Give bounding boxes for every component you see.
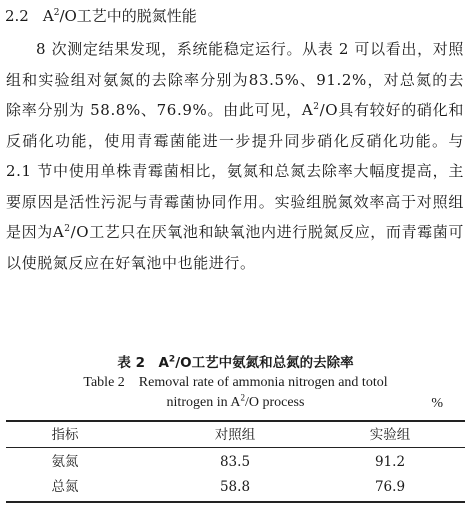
table-caption-cn-suffix: /O工艺中氨氮和总氮的去除率	[175, 355, 354, 371]
section-heading	[5, 6, 197, 26]
paragraph-part-2: /O具有较好的硝化和反硝化功能，使用青霉菌能进一步提升同步硝化反硝化功能。与 2.1 节中使用单株青霉菌相比，氨氮和总氮去除率大幅度提高，主要原因是活性污泥与青霉菌协同作用。实验组脱氮效率高于对照组是因为A	[6, 101, 464, 241]
table-cell-row1-control: 83.5	[219, 454, 251, 470]
paragraph-part-1: 8 次测定结果发现，系统能稳定运行。从表 2 可以看出，对照组和实验组对氨氮的去除率分别为83.5%、91.2%，对总氮的去除率分别为 58.8%、76.9%。由此可见，A	[6, 40, 464, 119]
section-title-suffix: /O工艺中的脱氮性能	[59, 7, 197, 25]
table-bottom-rule	[6, 501, 465, 503]
table-caption-en-prefix: nitrogen in A	[166, 395, 241, 410]
body-paragraph	[6, 34, 464, 278]
table-caption-en-superscript: 2	[240, 392, 245, 403]
table-cell-row1-indicator: 氨氮	[51, 454, 79, 470]
paragraph-part-3: /O工艺只在厌氧池和缺氧池内进行脱氮反应，而青霉菌可以使脱氮反应在好氧池中也能进行。	[6, 223, 464, 272]
table-caption-cn-superscript: 2	[168, 354, 176, 365]
paragraph-superscript-1: 2	[313, 102, 320, 112]
table-header-control: 对照组	[214, 427, 256, 443]
table-header-indicator: 指标	[51, 427, 79, 443]
table-caption-english-line-2	[0, 394, 471, 412]
table-unit: %	[431, 396, 443, 411]
table-caption-chinese	[0, 354, 471, 372]
table-header-experiment: 实验组	[369, 427, 411, 443]
table-cell-row2-indicator: 总氮	[51, 479, 79, 495]
paragraph-superscript-2: 2	[64, 224, 71, 234]
table-caption-en-suffix: /O process	[244, 395, 305, 410]
section-title-superscript: 2	[53, 8, 60, 18]
table-cell-row1-experiment: 91.2	[374, 454, 406, 470]
table-caption-cn-prefix: 表 2 A	[117, 355, 169, 371]
table-cell-row2-control: 58.8	[219, 479, 251, 495]
table-caption-english-line-1: Table 2 Removal rate of ammonia nitrogen and totol	[83, 375, 388, 390]
table-top-rule	[6, 420, 465, 422]
section-number: 2.2	[5, 7, 29, 25]
section-title-prefix: A	[42, 7, 54, 25]
table-header-rule	[6, 447, 465, 448]
table-cell-row2-experiment: 76.9	[374, 479, 406, 495]
